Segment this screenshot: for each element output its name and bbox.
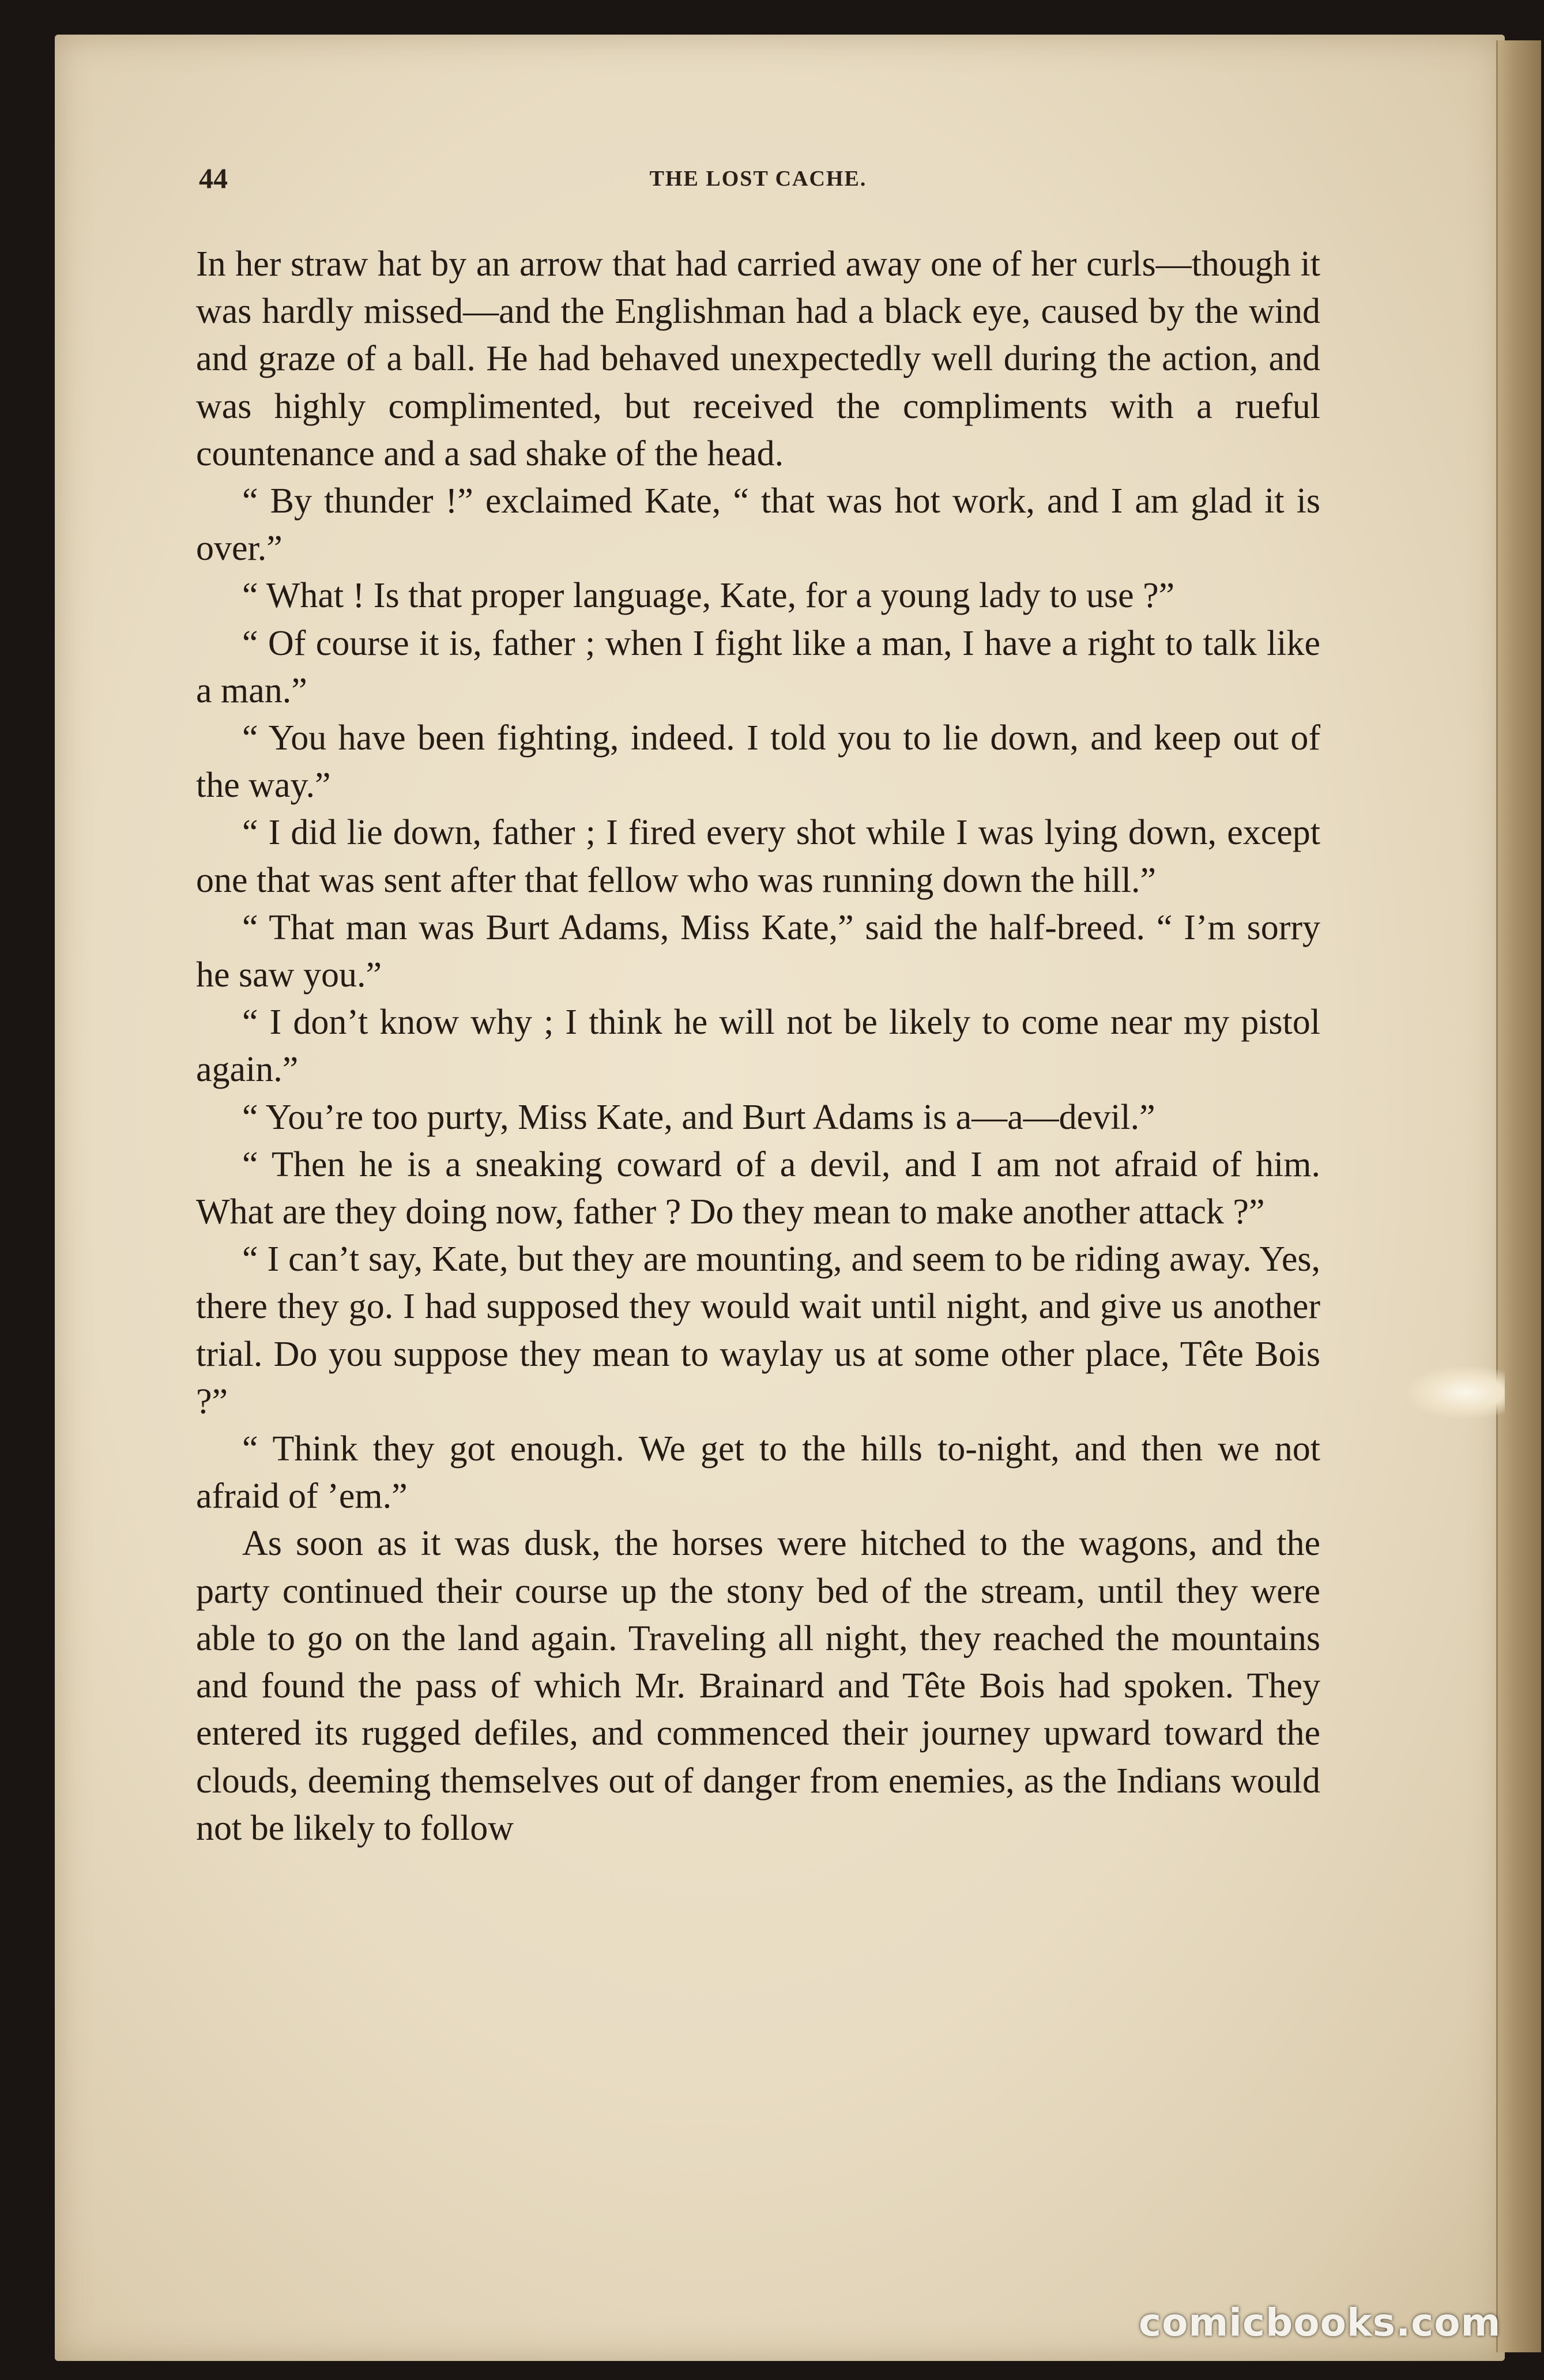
- paragraph: “ What ! Is that proper language, Kate, for a young lady to use ?”: [242, 576, 1175, 616]
- paragraph: “ I don’t know why ; I think he will not be likely to come near my pistol again.”: [196, 1003, 1320, 1090]
- page-number: 44: [199, 162, 228, 194]
- paragraph: “ That man was Burt Adams, Miss Kate,” said the half-breed. “ I’m sorry he saw you.”: [196, 907, 1320, 995]
- paragraph: “ By thunder !” exclaimed Kate, “ that was hot work, and I am glad it is over.”: [196, 481, 1320, 568]
- running-head: THE LOST CACHE.: [649, 167, 867, 191]
- site-watermark: comicbooks.com: [1139, 2300, 1501, 2345]
- paragraph: “ I did lie down, father ; I fired every shot while I was lying down, except one that was sent after that fellow who was running down the hill.”: [196, 813, 1320, 900]
- paragraph: “ You have been fighting, indeed. I told you to lie down, and keep out of the way.”: [196, 718, 1320, 805]
- paragraph: As soon as it was dusk, the horses were hitched to the wagons, and the party continued their course up the stony bed of the stream, until they were able to go on the land again. Traveling all night, they reached the mountains and found the pass of which Mr. Brainard and Tête Bois had spoken. They entered its rugged defiles, and commenced their journey upward toward the clouds, deeming themselves out of danger from enemies, as the Indians would not be likely to follow: [196, 1524, 1320, 1848]
- paragraph: In her straw hat by an arrow that had carried away one of her curls—though it was hardly missed—and the Englishman had a black eye, caused by the wind and graze of a ball. He had behaved unexpectedly well during the action, and was highly complimented, but received the compliments with a rueful countenance and a sad shake of the head.: [196, 244, 1320, 473]
- page-edge: [1496, 40, 1541, 2352]
- page-header: [199, 161, 1317, 196]
- paragraph: “ I can’t say, Kate, but they are mounting, and seem to be riding away. Yes, there they go. I had supposed they would wait until night, and give us another trial. Do you suppose they mean to waylay us at some other place, Tête Bois ?”: [196, 1240, 1320, 1421]
- page-tear: [1407, 1366, 1505, 1418]
- paragraph: “ Of course it is, father ; when I fight like a man, I have a right to talk like a man.”: [196, 623, 1320, 710]
- paragraph: “ Then he is a sneaking coward of a devil, and I am not afraid of him. What are they doing now, father ? Do they mean to make another attack ?”: [196, 1144, 1320, 1232]
- paragraph: “ You’re too purty, Miss Kate, and Burt Adams is a—a—devil.”: [242, 1097, 1155, 1137]
- body-text: [196, 240, 1320, 1852]
- paragraph: “ Think they got enough. We get to the hills to-night, and then we not afraid of ’em.”: [196, 1429, 1320, 1516]
